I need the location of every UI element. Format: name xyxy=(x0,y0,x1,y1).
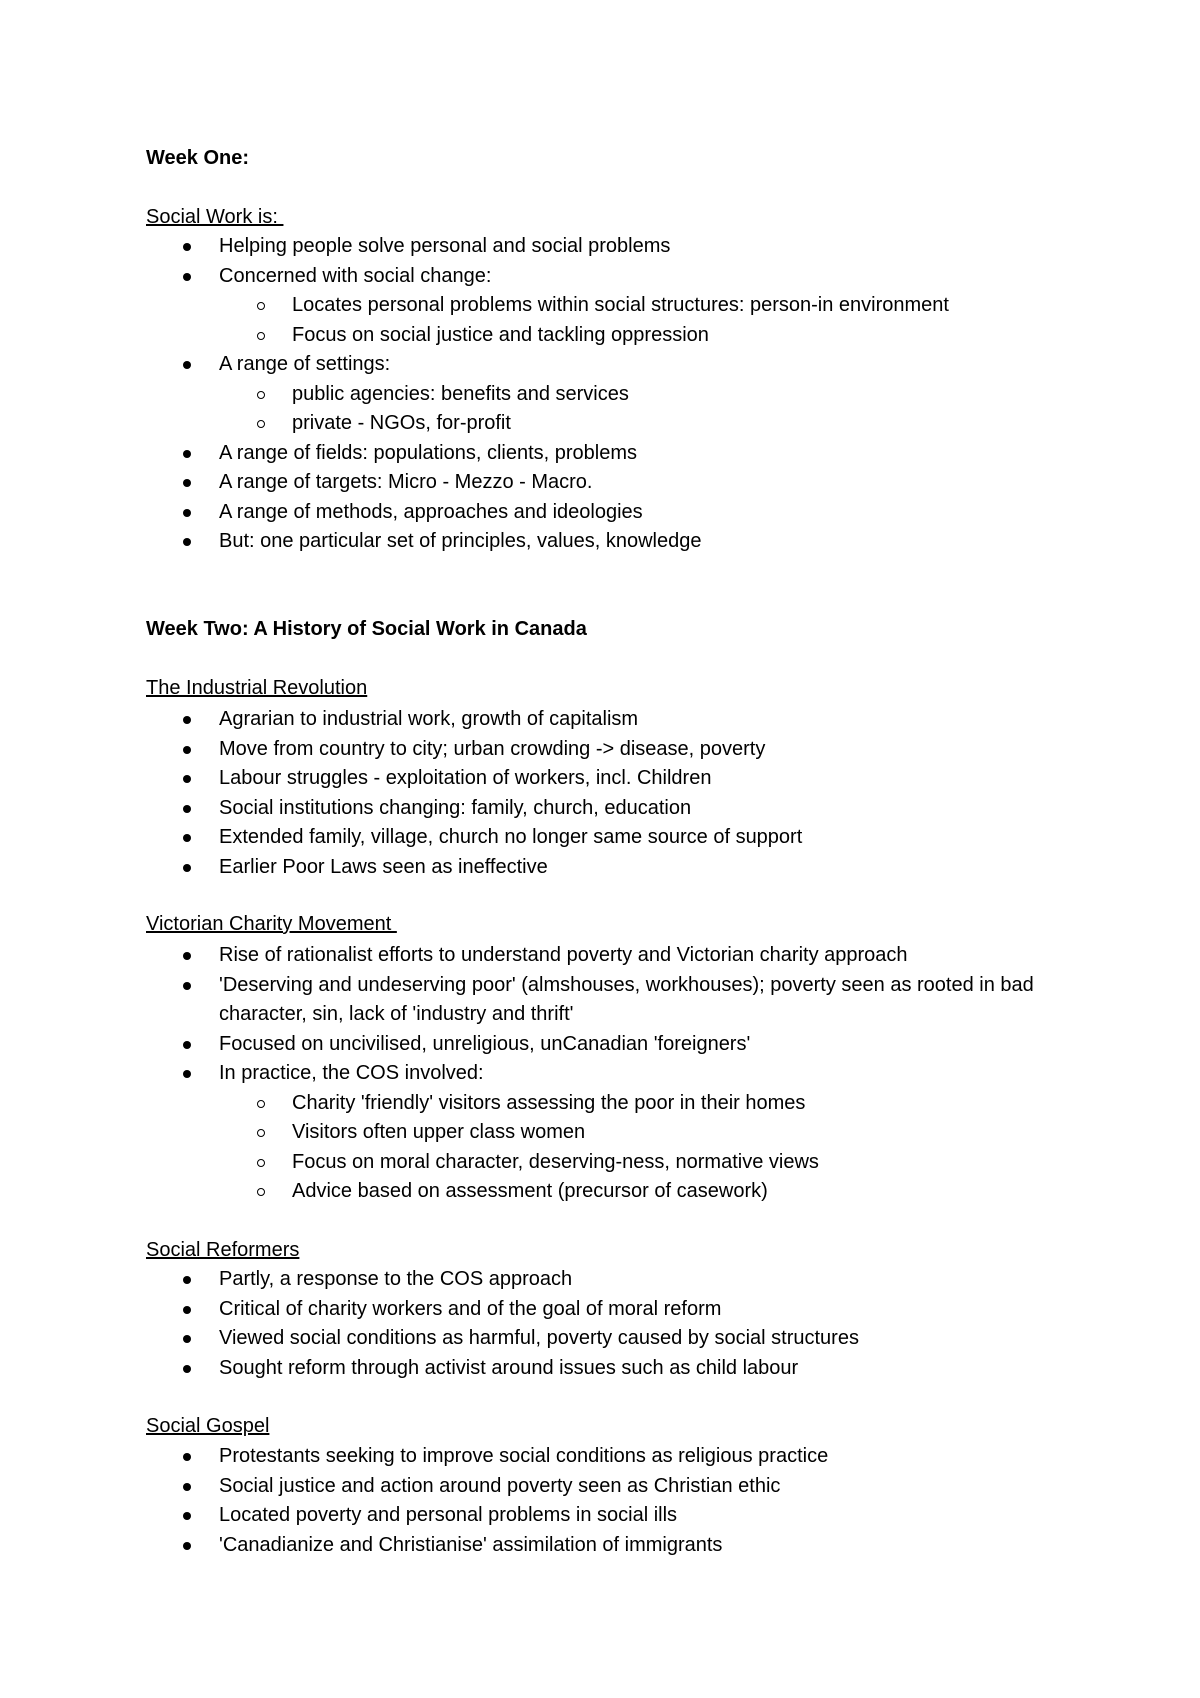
list-item xyxy=(146,350,1146,439)
sub-list xyxy=(219,291,1146,350)
victorian-charity-heading: Victorian Charity Movement xyxy=(146,913,397,935)
social-work-is-heading: Social Work is: xyxy=(146,206,284,228)
list-item: Critical of charity workers and of the goal of moral reform xyxy=(146,1295,1146,1325)
list-item: Focused on uncivilised, unreligious, unCanadian 'foreigners' xyxy=(146,1030,1146,1060)
sub-list-item: Focus on moral character, deserving-ness, normative views xyxy=(146,1148,1146,1178)
sub-list xyxy=(219,380,1146,439)
list-item xyxy=(146,1059,1146,1207)
sub-list-item: Charity 'friendly' visitors assessing the poor in their homes xyxy=(146,1089,1146,1119)
list-item: Extended family, village, church no longer same source of support xyxy=(146,823,1146,853)
list-item: Helping people solve personal and social problems xyxy=(146,232,1146,262)
list-item: Located poverty and personal problems in social ills xyxy=(146,1501,1146,1531)
list-item: Social justice and action around poverty seen as Christian ethic xyxy=(146,1472,1146,1502)
week-two-title: Week Two: A History of Social Work in Canada xyxy=(146,618,587,640)
list-item: Protestants seeking to improve social conditions as religious practice xyxy=(146,1442,1146,1472)
social-reformers-heading: Social Reformers xyxy=(146,1239,300,1261)
list-item: Labour struggles - exploitation of workers, incl. Children xyxy=(146,764,1146,794)
list-item: Rise of rationalist efforts to understand poverty and Victorian charity approach xyxy=(146,941,1146,971)
list-item: Move from country to city; urban crowding -> disease, poverty xyxy=(146,735,1146,765)
industrial-revolution-list xyxy=(146,705,1146,882)
list-item-text: Concerned with social change: xyxy=(219,264,492,287)
list-item: Social institutions changing: family, church, education xyxy=(146,794,1146,824)
list-item: 'Deserving and undeserving poor' (almshouses, workhouses); poverty seen as rooted in bad character, sin, lack of 'industry and thrift' xyxy=(146,971,1089,1030)
list-item: Partly, a response to the COS approach xyxy=(146,1265,1146,1295)
sub-list-item: public agencies: benefits and services xyxy=(146,380,1146,410)
sub-list-item: private - NGOs, for-profit xyxy=(146,409,1146,439)
sub-list-item: Visitors often upper class women xyxy=(146,1118,1146,1148)
sub-list-item: Locates personal problems within social structures: person-in environment xyxy=(146,291,1146,321)
list-item: But: one particular set of principles, values, knowledge xyxy=(146,527,1146,557)
industrial-revolution-heading: The Industrial Revolution xyxy=(146,677,368,699)
list-item-text: In practice, the COS involved: xyxy=(219,1062,484,1084)
list-item: Viewed social conditions as harmful, poverty caused by social structures xyxy=(146,1324,1146,1354)
social-gospel-heading: Social Gospel xyxy=(146,1415,270,1437)
list-item: A range of methods, approaches and ideologies xyxy=(146,498,1146,528)
social-gospel-list xyxy=(146,1442,1146,1560)
social-reformers-list xyxy=(146,1265,1146,1383)
list-item: A range of fields: populations, clients, problems xyxy=(146,439,1146,469)
sub-list xyxy=(219,1089,1146,1207)
list-item: Agrarian to industrial work, growth of capitalism xyxy=(146,705,1146,735)
list-item: 'Canadianize and Christianise' assimilation of immigrants xyxy=(146,1531,1146,1561)
sub-list-item: Advice based on assessment (precursor of casework) xyxy=(146,1177,1146,1207)
social-work-list xyxy=(146,232,1146,557)
victorian-charity-list xyxy=(146,941,1146,1207)
list-item xyxy=(146,262,1146,351)
list-item: Earlier Poor Laws seen as ineffective xyxy=(146,853,1146,883)
sub-list-item: Focus on social justice and tackling oppression xyxy=(146,321,1146,351)
list-item: Sought reform through activist around issues such as child labour xyxy=(146,1354,1146,1384)
list-item-text: A range of settings: xyxy=(219,353,391,375)
week-one-title: Week One: xyxy=(146,147,249,169)
list-item: A range of targets: Micro - Mezzo - Macro. xyxy=(146,468,1146,498)
